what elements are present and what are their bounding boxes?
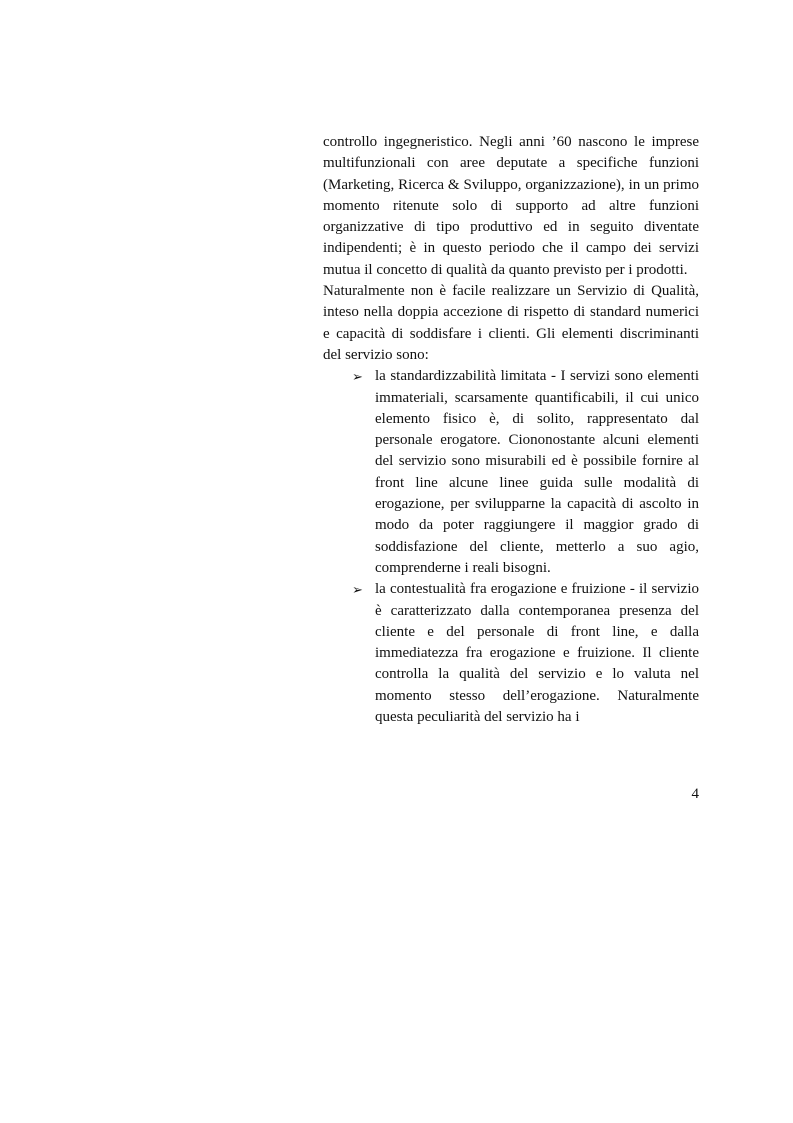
- paragraph-service-quality: Naturalmente non è facile realizzare un Servizio di Qualità, inteso nella doppia accezione di rispetto di standard numerici e capacità di soddisfare i clienti. Gli elementi discriminanti del servizio sono:: [323, 283, 699, 363]
- list-item-standardization: [323, 366, 699, 579]
- arrow-bullet-icon: ➢: [352, 369, 363, 385]
- arrow-bullet-icon: ➢: [352, 582, 363, 598]
- list-item-text: la contestualità fra erogazione e fruizione - il servizio è caratterizzato dalla contemporanea presenza del cliente e del personale di front line, e dalla immediatezza fra erogazione e fruizione. Il cliente controlla la qualità del servizio e lo valuta nel momento stesso dell’erogazione. Naturalmente questa peculiarità del servizio ha i: [375, 581, 699, 726]
- page-number: 4: [691, 786, 699, 802]
- body-text: [323, 132, 699, 728]
- list-item-contextuality: [323, 579, 699, 728]
- list-item-text: la standardizzabilità limitata - I servizi sono elementi immateriali, scarsamente quantificabili, il cui unico elemento fisico è, di solito, rappresentato dal personale erogatore. Ciononostante alcuni elementi del servizio sono misurabili ed è possibile fornire al front line alcune linee guida sulle modalità di erogazione, per svilupparne la capacità di ascolto in modo da poter raggiungere il maggior grado di soddisfazione del cliente, metterlo a suo agio, comprenderne i reali bisogni.: [375, 368, 699, 576]
- paragraph-history: controllo ingegneristico. Negli anni ’60 nascono le imprese multifunzionali con aree deputate a specifiche funzioni (Marketing, Ricerca & Sviluppo, organizzazione), in un primo momento ritenute solo di supporto ad altre funzioni organizzative di tipo produttivo ed in seguito diventate indipendenti; è in questo periodo che il campo dei servizi mutua il concetto di qualità da quanto previsto per i prodotti.: [323, 134, 699, 278]
- discriminating-elements-list: [323, 366, 699, 728]
